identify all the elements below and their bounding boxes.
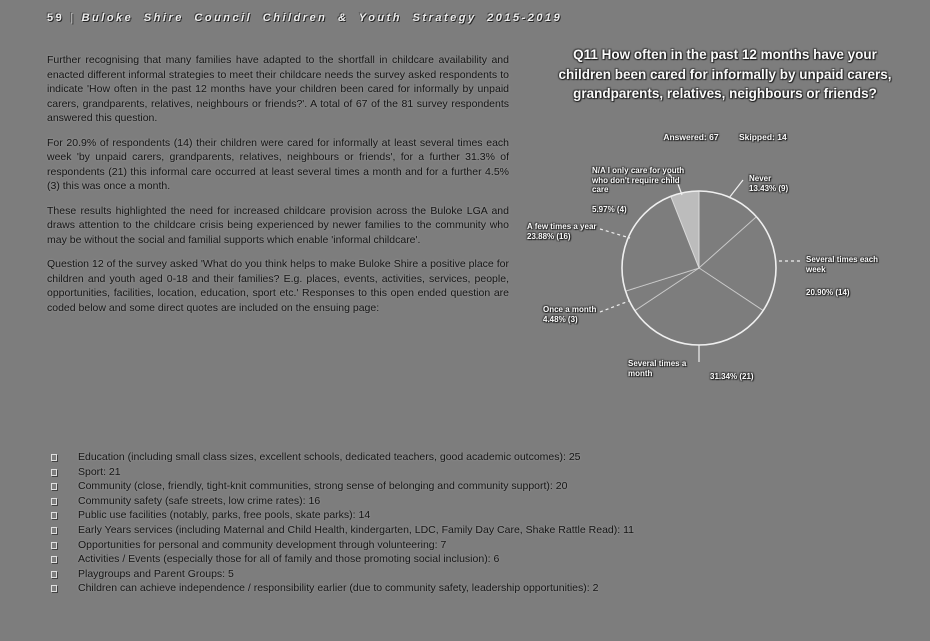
leader-once-month (600, 301, 629, 312)
callout-several-month-value: 31.34% (21) (710, 372, 754, 381)
callout-several-week-value: 20.90% (14) (806, 288, 850, 297)
leader-few-times-year (600, 229, 630, 238)
square-bullet-icon (51, 585, 57, 592)
answered-count: Answered: 67 (663, 132, 719, 142)
leader-never (729, 180, 743, 198)
list-item-text: Activities / Events (especially those for all of family and those promoting social inclusion): 6 (78, 554, 500, 566)
callout-na-label: N/A I only care for youth who don't require child care (592, 166, 685, 194)
list-item-text: Opportunities for personal and community development through volunteering: 7 (78, 539, 447, 551)
list-item-text: Sport: 21 (78, 466, 121, 478)
square-bullet-icon (51, 483, 57, 490)
list-item-text: Community (close, friendly, tight-knit communities, strong sense of belonging and community support): 20 (78, 481, 568, 493)
callout-never-label: Never (749, 174, 772, 183)
q11-pie-chart (520, 45, 930, 425)
callout-never-value: 13.43% (9) (749, 183, 789, 193)
callout-na-value: 5.97% (4) (592, 205, 627, 214)
paragraph-1: Further recognising that many families have adapted to the shortfall in childcare availability and enacted different informal strategies to meet their childcare needs the survey asked respondents to indicate 'How often in the past 12 months have your children been cared for informally by unpaid carers, grandparents, relatives, neighbours or friends?'. A total of 67 of the 81 survey respondents answered this question. (47, 54, 509, 124)
square-bullet-icon (51, 469, 57, 476)
square-bullet-icon (51, 556, 57, 563)
callout-never (749, 174, 788, 193)
callout-once-month (543, 305, 596, 324)
callout-several-month-label: Several times a month (628, 359, 687, 378)
skipped-count: Skipped: 14 (738, 132, 787, 142)
list-item-text: Education (including small class sizes, excellent schools, dedicated teachers, good academic outcomes): 25 (78, 452, 581, 463)
list-item (47, 510, 919, 521)
page-number: 59 (47, 12, 65, 24)
callout-once-month-value: 4.48% (3) (543, 314, 578, 324)
header-separator: | (70, 12, 76, 24)
coded-responses-list (47, 452, 919, 598)
square-bullet-icon (51, 571, 57, 578)
chart-response-stats (520, 132, 930, 142)
callout-few-times-year-label: A few times a year (527, 222, 597, 231)
paragraph-4: Question 12 of the survey asked 'What do you think helps to make Buloke Shire a positive place for children and youth aged 0-18 and their families? E.g. places, events, activities, services, people, opportunities, facilities, location, education, sport etc.' Responses to this open ended question are coded below and some direct quotes are included on the ensuing page: (47, 258, 509, 314)
chart-title: Q11 How often in the past 12 months have your children been cared for informally by unpaid carers, grandparents, relatives, neighbours or friends? (558, 47, 892, 101)
list-item (47, 452, 919, 463)
callout-few-times-year (527, 222, 597, 241)
list-item (47, 525, 919, 536)
square-bullet-icon (51, 512, 57, 519)
callout-few-times-year-value: 23.88% (16) (527, 231, 571, 241)
list-item (47, 583, 919, 594)
list-item-text: Early Years services (including Maternal and Child Health, kindergarten, LDC, Family Day Care, Shake Rattle Read): 11 (78, 524, 634, 536)
list-item-text: Playgroups and Parent Groups: 5 (78, 568, 234, 580)
body-text-column (47, 53, 509, 325)
list-item (47, 554, 919, 565)
list-item-text: Public use facilities (notably, parks, free pools, skate parks): 14 (78, 510, 371, 522)
page-header (47, 12, 562, 24)
paragraph-3: These results highlighted the need for increased childcare provision across the Buloke LGA and draws attention to the childcare crisis being experienced by newer families to the community who may be without the social and familial supports which enable 'informal childcare'. (47, 204, 509, 246)
list-item (47, 569, 919, 580)
callout-once-month-label: Once a month (543, 305, 597, 314)
list-item (47, 481, 919, 492)
list-item-text: Children can achieve independence / responsibility earlier (due to community safety, leadership opportunities): 2 (78, 583, 599, 595)
list-item (47, 467, 919, 478)
list-item-text: Community safety (safe streets, low crime rates): 16 (78, 495, 321, 507)
paragraph-2: For 20.9% of respondents (14) their children were cared for informally at least several times each week 'by unpaid carers, grandparents, relatives, neighbours or friends', for a further 31.3% of respondents (21) this informal care occurred at least several times a month and for a further 4.5% (3) this was once a month. (47, 136, 509, 192)
list-item (47, 496, 919, 507)
list-item (47, 540, 919, 551)
square-bullet-icon (51, 454, 57, 461)
callout-several-week-label: Several times each week (806, 255, 879, 274)
document-title: Buloke Shire Council Children & Youth Strategy 2015-2019 (81, 12, 563, 24)
square-bullet-icon (51, 542, 57, 549)
square-bullet-icon (51, 527, 57, 534)
square-bullet-icon (51, 498, 57, 505)
